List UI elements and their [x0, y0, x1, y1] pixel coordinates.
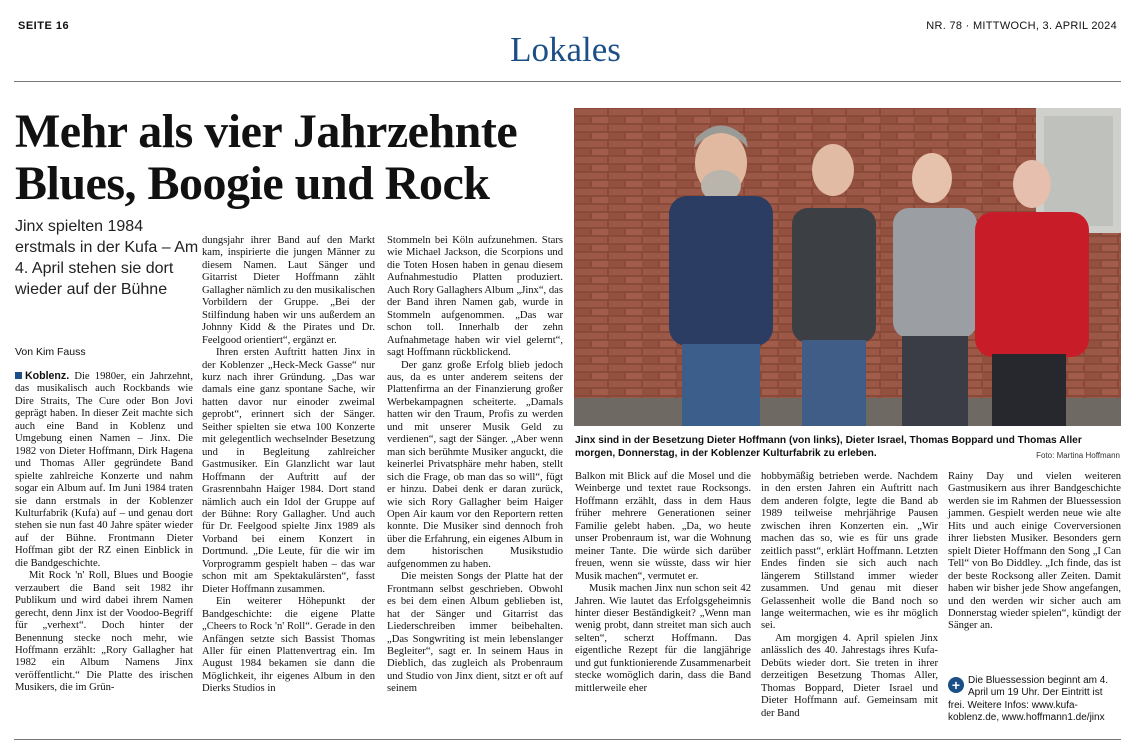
paragraph: Stommeln bei Köln aufzunehmen. Stars wie Michael Jackson, die Scorpions und die Toten Hosen haben in genau diesem Aufnahmestudio Platten produziert. Auch Rory Gallaghers Album „Jinx“, das der Band ihren Namen gab, wurde in Stommeln aufgenommen. „Das war schon toll. Innerhalb der zehn Aufnahmetage haben wir viel gelernt“, sagt Hoffmann rückblickend. — [387, 235, 563, 359]
paragraph: hobbymäßig betrieben werde. Nachdem in den ersten Jahren ein Auftritt nach dem anderen folgte, legte die Band ab 1989 teilweise mehrjährige Pausen zwischen ihren Konzerten ein. „Wir machen das so, wie es für uns grade zeitlich passt“, erklärt Hoffmann. Letzten Endes finden sie sich auch nach längerem Stillstand immer wieder zusammen. Und genau mit dieser Gelassenheit wolle die Band noch so lange weitermachen, wie es ihr möglich sei. — [761, 471, 938, 632]
author-byline: Von Kim Fauss — [15, 346, 86, 358]
article-column-5 — [761, 471, 938, 720]
page-number: SEITE 16 — [18, 20, 70, 32]
plus-icon: + — [948, 677, 964, 693]
paragraph: dungsjahr ihrer Band auf den Markt kam, inspirierte die jungen Männer zu diesem Namen. Laut Sänger und Gitarrist Dieter Hoffmann zählt Gallagher nämlich zu den musikalischen Vorbildern der Gruppe. „Bei der Stilfindung haben wir uns außerdem an Johnny Kidd & the Pirates und Dr. Feelgood orientiert“, ergänzt er. — [202, 235, 375, 346]
dateline: Koblenz. — [25, 370, 70, 382]
photo-credit: Foto: Martina Hoffmann — [1036, 451, 1120, 460]
paragraph: Ein weiterer Höhepunkt der Bandgeschichte: die eigene Platte „Cheers to Rock 'n' Roll“. Gerade in den Anfängen setzte sich Bassist Thomas Aller für einen Plattenvertrag ein. Im August 1984 bekamen sie dann die Möglichkeit, ihr eigenes Album in den Dierks Studios in — [202, 596, 375, 695]
paragraph: Musik machen Jinx nun schon seit 42 Jahren. Wie lautet das Erfolgsgeheimnis hinter dieser Beständigkeit? „Wenn man wenig probt, dann streitet man sich auch selten“, scherzt Hoffmann. Das eigentliche Rezept für die langjährige und gut funktionierende Zusammenarbeit stecke womöglich darin, dass die Band mittlerweile eher — [575, 583, 751, 694]
headline-line-1: Mehr als vier Jahrzehnte — [15, 105, 518, 158]
paragraph: Balkon mit Blick auf die Mosel und die Weinberge und textet raue Rocksongs. Hoffmann erzählt, dass in dem Haus früher mehrere Generationen seiner Familie gelebt haben. „Da, wo heute unser Probenraum ist, war die Wohnung meiner Tante. Die würde sich darüber freuen, wenn sie wüsste, dass wir hier Musik machen“, vermutet er. — [575, 471, 751, 582]
article-column-2 — [202, 235, 375, 696]
issue-date: NR. 78 · MITTWOCH, 3. APRIL 2024 — [926, 20, 1117, 32]
photo-caption: Jinx sind in der Besetzung Dieter Hoffmann (von links), Dieter Israel, Thomas Boppard und Thomas Aller morgen, Donnerstag, in der Koblenzer Kulturfabrik zu erleben. — [575, 435, 1082, 459]
article-column-6 — [948, 471, 1121, 633]
header-rule — [14, 81, 1121, 82]
article-column-3 — [387, 235, 563, 696]
paragraph: Am morgigen 4. April spielen Jinx anlässlich des 40. Jahrestags ihres Kufa-Debüts wieder dort. Sie treten in ihrer derzeitigen Besetzung Thomas Aller, Thomas Boppard, Dieter Israel und Dieter Hoffmann auf. Gemeinsam mit der Band — [761, 632, 938, 719]
band-photo — [574, 108, 1121, 426]
info-box — [948, 675, 1121, 724]
footer-rule — [14, 739, 1121, 740]
section-title: Lokales — [510, 30, 621, 69]
paragraph: Ihren ersten Auftritt hatten Jinx in der Koblenzer „Heck-Meck Gasse“ nur kurz nach ihrer Gründung. „Das war damals eine ganz spontane Sache, wir hatten davor nur einoder zweimal geprobt“, erinnert sich der Sänger. Seither spielten sie etwa 100 Konzerte mit gelegentlich wechselnder Besetzung und in Begleitung zahlreicher Gastmusiker. Ein Glanzlicht war laut Hoffmann der Auftritt auf der Grasrennbahn Haiger 1984. Dort stand nämlich auch ein Idol der Gruppe auf der Bühne: Rory Gallagher. Und auch für Dr. Feelgood spielte Jinx 1989 als Vorband bei einem Konzert in Dortmund. „Die Leute, für die wir im Vorprogramm gespielt haben – das war schon mit am Spektakulärsten“, fasst Dieter Hoffmann zusammen. — [202, 347, 375, 595]
subheadline: Jinx spielten 1984 erstmals in der Kufa – Am 4. April stehen sie dort wieder auf der Bühne — [15, 218, 199, 298]
paragraph: Rainy Day und vielen weiteren Gastmusikern aus ihrer Bandgeschichte werden sie im Rahmen der Bluessession jammen. Gespielt werden neue wie alte Hits und auch einige Coverversionen ihrer liebsten Musiker. Besonders gern spielt Dieter Hoffmann den Song „I Can Tell“ von Bo Diddley. „Ich finde, das ist der beste Rocksong aller Zeiten. Damit haben wir bisher jede Show angefangen, und den werden wir sicher auch am Donnerstag wieder spielen“, kündigt der Sänger an. — [948, 471, 1121, 632]
paragraph: Die 1980er, ein Jahrzehnt, das musikalisch auch Rockbands wie Dire Straits, The Cure oder Bon Jovi geprägt haben. In dieser Zeit machte sich auch eine Band in Koblenz und Umgebung einen Namen – Jinx. Die 1982 von Dieter Hoffmann, Dirk Hagena und Thomas Aller gegründete Band spielte zahlreiche Konzerte und nahm sogar ein Album auf. Im Juni 1984 traten sie dann erstmals in der Koblenzer Kulturfabrik (Kufa) auf – und genau dort stehen sie nun fast 40 Jahre später wieder auf der Bühne. Frontmann Dieter Hoffman gibt der RZ einen Einblick in die Bandgeschichte. — [15, 371, 193, 569]
headline — [15, 106, 563, 210]
article-column-1 — [15, 370, 193, 695]
paragraph: Mit Rock 'n' Roll, Blues und Boogie verzaubert die Band seit 1982 ihr Publikum und wird dabei ihrem Namen gerecht, denn Jinx ist der Voodoo-Begriff für „verhext“. Doch hinter der Benennung stecke noch mehr, wie Hoffmann erzählt: „Rory Gallagher hat 1982 ein Album Namens Jinx veröffentlicht.“ Die Platte des irischen Musikers, die im Grün- — [15, 570, 193, 694]
article-column-4 — [575, 471, 751, 695]
paragraph: Der ganz große Erfolg blieb jedoch aus, da es unter anderem seitens der Plattenfirma an der Finanzierung großer Werbekampagnen scheiterte. „Damals hatten wir den Traum, Profis zu werden und mit unserer Musik Geld zu verdienen“, sagt der Sänger. „Aber wenn man sich berühmte Musiker anguckt, die keinerlei Privatsphäre mehr haben, stellt sich die Frage, ob man das so will“, fügt er hinzu. Dabei denk er daran zurück, wie sich Rory Gallagher beim Haiger Open Air kaum vor den Reportern retten konnte. Die Musiker sind dennoch froh über die Erfahrung, ein eigenes Album in dem historischen Musikstudio aufgenommen zu haben. — [387, 359, 563, 570]
headline-line-2: Blues, Boogie und Rock — [15, 157, 490, 210]
dateline-square — [15, 372, 22, 379]
paragraph: Die meisten Songs der Platte hat der Frontmann selbst geschrieben. Obwohl es bei dem einen Album geblieben ist, hat der Sänger und Gitarrist das Liederschreiben immer beibehalten. „Das Songwriting ist mein lebenslanger Begleiter“, sagt er. In seinem Haus in Dieblich, das zugleich als Probenraum und Studio von Jinx dient, sitzt er oft auf seinem — [387, 571, 563, 695]
info-text: Die Bluessession beginnt am 4. April um 19 Uhr. Der Eintritt ist frei. Weitere Infos: www.kufa-koblenz.de, www.hoffmann1.de/jinx — [948, 675, 1109, 723]
